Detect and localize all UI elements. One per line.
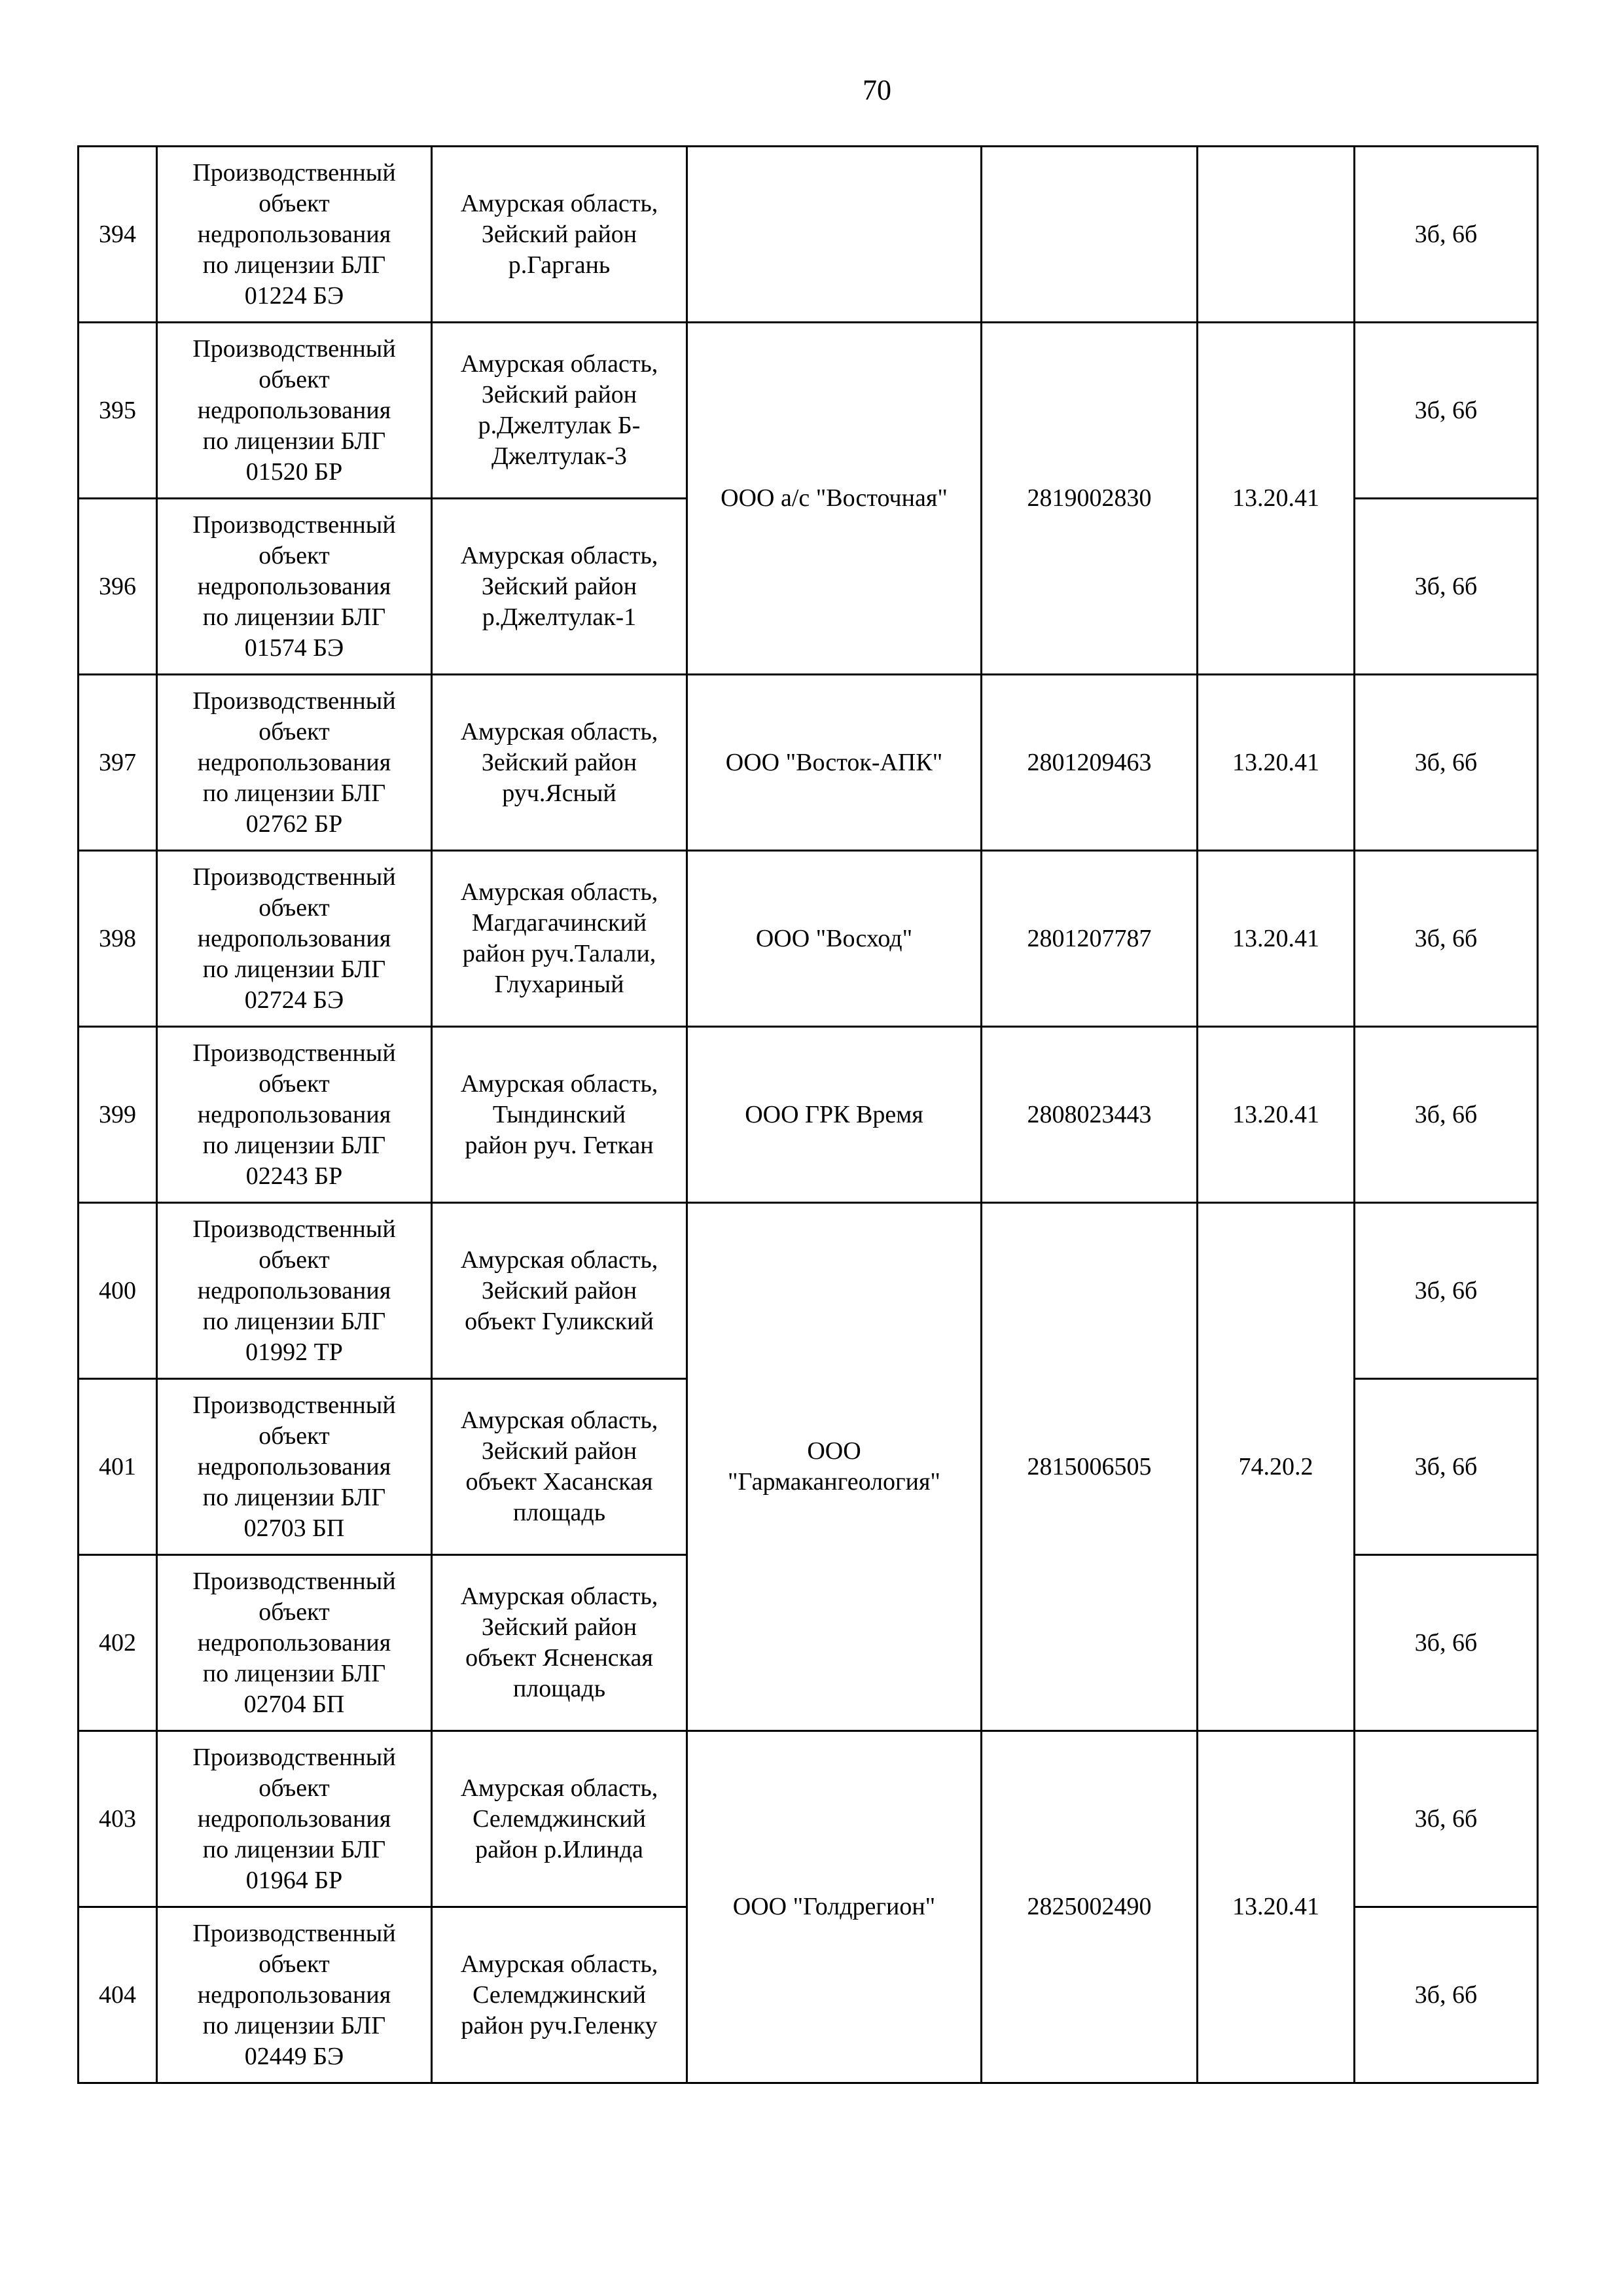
location: Амурская область, Селемджинский район руч.Геленку — [432, 1907, 687, 2083]
category: 3б, 6б — [1355, 1907, 1538, 2083]
object-name — [157, 851, 432, 1027]
organization-name: ООО "Восход" — [687, 851, 982, 1027]
location: Амурская область, Зейский район объект Хасанская площадь — [432, 1379, 687, 1555]
row-number: 398 — [79, 851, 157, 1027]
object-name — [157, 1027, 432, 1203]
location: Амурская область, Зейский район руч.Ясный — [432, 675, 687, 851]
object-name — [157, 1203, 432, 1379]
organization-inn: 2808023443 — [982, 1027, 1198, 1203]
object-type: Производственный объект недропользования — [192, 158, 396, 248]
location: Амурская область, Зейский район объект Ясненская площадь — [432, 1555, 687, 1731]
row-number: 397 — [79, 675, 157, 851]
object-name — [157, 1907, 432, 2083]
license-number: по лицензии БЛГ 01224 БЭ — [202, 251, 386, 310]
license-number: по лицензии БЛГ 02243 БР — [202, 1131, 386, 1190]
table-row — [79, 1027, 1538, 1203]
organization-name: ООО "Голдрегион" — [687, 1731, 982, 2083]
table-row — [79, 147, 1538, 323]
object-type: Производственный объект недропользования — [192, 1919, 396, 2009]
table-row — [79, 1731, 1538, 1907]
organization-name: ООО "Гармакангеология" — [687, 1203, 982, 1731]
object-type: Производственный объект недропользования — [192, 1215, 396, 1304]
organization-okved: 13.20.41 — [1198, 323, 1355, 675]
license-number: по лицензии БЛГ 02704 БП — [202, 1659, 386, 1718]
category: 3б, 6б — [1355, 1731, 1538, 1907]
row-number: 394 — [79, 147, 157, 323]
object-type: Производственный объект недропользования — [192, 687, 396, 776]
license-number: по лицензии БЛГ 01574 БЭ — [202, 603, 386, 662]
organization-okved: 13.20.41 — [1198, 1731, 1355, 2083]
object-name — [157, 1555, 432, 1731]
category: 3б, 6б — [1355, 1379, 1538, 1555]
object-type: Производственный объект недропользования — [192, 1743, 396, 1833]
object-name — [157, 499, 432, 675]
organization-name: ООО а/с "Восточная" — [687, 323, 982, 675]
row-number: 402 — [79, 1555, 157, 1731]
page-number: 70 — [863, 74, 891, 106]
location: Амурская область, Зейский район объект Гуликский — [432, 1203, 687, 1379]
organization-inn: 2801207787 — [982, 851, 1198, 1027]
row-number: 400 — [79, 1203, 157, 1379]
organization-name: ООО ГРК Время — [687, 1027, 982, 1203]
organization-name: ООО "Восток-АПК" — [687, 675, 982, 851]
empty-cell — [1198, 147, 1355, 323]
object-name — [157, 675, 432, 851]
row-number: 396 — [79, 499, 157, 675]
registry-table — [77, 145, 1539, 2084]
object-type: Производственный объект недропользования — [192, 1567, 396, 1657]
row-number: 404 — [79, 1907, 157, 2083]
object-type: Производственный объект недропользования — [192, 1391, 396, 1480]
category: 3б, 6б — [1355, 675, 1538, 851]
license-number: по лицензии БЛГ 02703 БП — [202, 1483, 386, 1542]
category: 3б, 6б — [1355, 1555, 1538, 1731]
row-number: 403 — [79, 1731, 157, 1907]
license-number: по лицензии БЛГ 01992 ТР — [202, 1307, 386, 1366]
object-name — [157, 323, 432, 499]
location: Амурская область, Тындинский район руч. Геткан — [432, 1027, 687, 1203]
license-number: по лицензии БЛГ 02762 БР — [202, 779, 386, 838]
table-row — [79, 851, 1538, 1027]
license-number: по лицензии БЛГ 02449 БЭ — [202, 2011, 386, 2070]
license-number: по лицензии БЛГ 01964 БР — [202, 1835, 386, 1894]
object-type: Производственный объект недропользования — [192, 863, 396, 952]
location: Амурская область, Магдагачинский район руч.Талали, Глухариный — [432, 851, 687, 1027]
category: 3б, 6б — [1355, 499, 1538, 675]
organization-okved: 13.20.41 — [1198, 851, 1355, 1027]
location: Амурская область, Селемджинский район р.Илинда — [432, 1731, 687, 1907]
object-name — [157, 1731, 432, 1907]
location: Амурская область, Зейский район р.Гаргань — [432, 147, 687, 323]
table-row — [79, 323, 1538, 499]
object-name — [157, 1379, 432, 1555]
organization-inn: 2801209463 — [982, 675, 1198, 851]
table-row — [79, 1203, 1538, 1379]
table-row — [79, 675, 1538, 851]
organization-inn: 2825002490 — [982, 1731, 1198, 2083]
organization-inn: 2819002830 — [982, 323, 1198, 675]
row-number: 399 — [79, 1027, 157, 1203]
row-number: 401 — [79, 1379, 157, 1555]
organization-okved: 74.20.2 — [1198, 1203, 1355, 1731]
empty-cell — [982, 147, 1198, 323]
category: 3б, 6б — [1355, 1027, 1538, 1203]
location: Амурская область, Зейский район р.Джелтулак Б- Джелтулак-3 — [432, 323, 687, 499]
category: 3б, 6б — [1355, 1203, 1538, 1379]
object-type: Производственный объект недропользования — [192, 1039, 396, 1128]
empty-cell — [687, 147, 982, 323]
location: Амурская область, Зейский район р.Джелтулак-1 — [432, 499, 687, 675]
object-type: Производственный объект недропользования — [192, 511, 396, 600]
organization-okved: 13.20.41 — [1198, 675, 1355, 851]
category: 3б, 6б — [1355, 147, 1538, 323]
category: 3б, 6б — [1355, 851, 1538, 1027]
row-number: 395 — [79, 323, 157, 499]
object-name — [157, 147, 432, 323]
category: 3б, 6б — [1355, 323, 1538, 499]
organization-okved: 13.20.41 — [1198, 1027, 1355, 1203]
license-number: по лицензии БЛГ 02724 БЭ — [202, 955, 386, 1014]
object-type: Производственный объект недропользования — [192, 334, 396, 424]
organization-inn: 2815006505 — [982, 1203, 1198, 1731]
license-number: по лицензии БЛГ 01520 БР — [202, 427, 386, 486]
